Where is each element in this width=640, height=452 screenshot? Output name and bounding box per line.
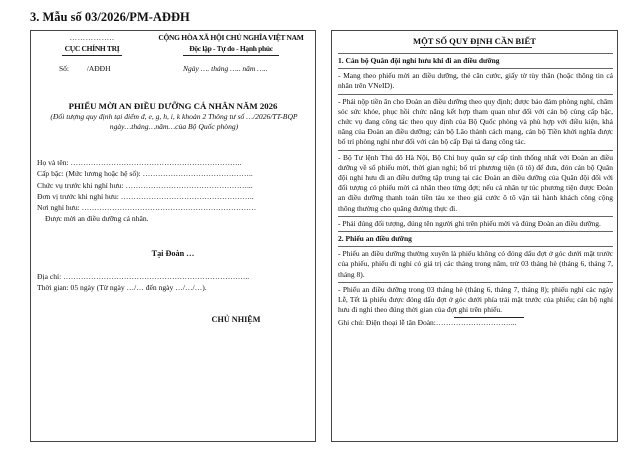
personal-fields: [37, 157, 311, 225]
section-1-title: 1. Cán bộ Quân đội nghỉ hưu khi đi an điều dưỡng: [338, 56, 500, 65]
agency-name: CỤC CHÍNH TRỊ: [64, 43, 120, 53]
document-number: Số: /AĐĐH: [59, 64, 111, 73]
regulations-body: [338, 51, 613, 331]
field-position: Chức vụ trước khi nghỉ hưu: …………………………………………...: [37, 180, 253, 190]
agency-underline: [62, 55, 122, 56]
field-rank: Cấp bậc: (Mức lương hoặc hệ số): ……………………………………..: [37, 169, 253, 179]
document-date: Ngày …. tháng ….. năm …..: [183, 64, 268, 73]
field-full-name: Họ và tên: …………………………………………………………..: [37, 158, 242, 167]
country-name: CỘNG HÒA XÃ HỘI CHỦ NGHĨA VIỆT NAM: [158, 33, 304, 42]
section-2-paragraph: - Phiếu an điều dưỡng trong 03 tháng hè (tháng 6, tháng 7, tháng 8); phiếu nghỉ các ngày Lễ, Tết là phiếu được đóng dấu đợt ở góc dưới phía trái mặt trước của phiếu; cán bộ nghỉ hưu đi nghỉ theo đúng thời gian của đợt ghi trên phiếu.: [338, 284, 613, 315]
field-retirement-place: Nơi nghỉ hưu: ……………………………………………………………: [37, 203, 257, 213]
invitation-form-panel: [30, 30, 316, 442]
page-heading: 3. Mẫu số 03/2026/PM-AĐĐH: [30, 10, 190, 24]
form-subtitle: (Đối tượng quy định tại điểm đ, e, g, h, i, k khoản 2 Thông tư số …/2026/TT-BQP ngày…tháng…năm…của Bộ Quốc phòng): [50, 112, 298, 131]
regulations-panel: [331, 30, 618, 442]
section-2-title: 2. Phiếu an điều dưỡng: [338, 234, 412, 244]
section-2-paragraph: - Phiếu an điều dưỡng thường xuyên là phiếu không có đóng dấu đợt ở góc dưới mặt trước của phiếu, phiếu đi nghỉ có giá trị các tháng trong năm, trừ 03 tháng hè (tháng 6, tháng 7, tháng 8).: [338, 249, 613, 279]
separator-line: [338, 246, 613, 247]
at-delegation-heading: Tại Đoàn …: [151, 249, 195, 258]
separator-line: [338, 150, 613, 151]
section-1-paragraph: - Phải đúng đối tượng, đúng tên người ghi trên phiếu mời và đúng Đoàn an điều dưỡng.: [338, 218, 601, 228]
address-time-block: [37, 271, 311, 294]
section-1-paragraph: - Bộ Tư lệnh Thủ đô Hà Nội, Bộ Chỉ huy quân sự cấp tỉnh thống nhất với Đoàn an điều dưỡng về số phiếu mời, thời gian nghỉ; bố trí phương tiện (ô tô) để đưa, đón cán bộ Quân đội nghỉ hưu đi an điều dưỡng tập trung tại các Đoàn an điều dưỡng của Quân đội đối với đối tượng có phiếu mời cá nhân theo từng đợt; nếu cá nhân tự túc phương tiện được Đoàn an điều dưỡng thanh toán tiền tàu xe theo giá cước ô tô vận tải hành khách công cộng thông thường cho quãng đường thực đi.: [338, 152, 613, 213]
separator-line: [338, 53, 613, 54]
separator-line: [338, 216, 613, 217]
field-address: Địa chỉ: ………………………………………………………………..: [37, 272, 250, 281]
director-signature-title: CHỦ NHIỆM: [211, 315, 261, 324]
national-motto: Độc lập - Tự do - Hạnh phúc: [189, 43, 273, 53]
separator-line: [338, 94, 613, 95]
regulations-title: MỘT SỐ QUY ĐỊNH CẦN BIẾT: [413, 36, 536, 46]
field-unit: Đơn vị trước khi nghỉ hưu: ……………………………………………..: [37, 191, 254, 201]
agency-dots: ……………..: [69, 33, 115, 42]
separator-line: [338, 68, 613, 69]
field-duration: Thời gian: 05 ngày (Từ ngày …/… đến ngày …/…/…).: [37, 283, 207, 293]
national-header: [149, 33, 313, 56]
section-1-paragraph: - Mang theo phiếu mời an điều dưỡng, thẻ căn cước, giấy tờ tùy thân (hoặc thông tin cá nhân trên VNeID).: [338, 71, 613, 91]
invitation-statement: Được mời an điều dưỡng cá nhân.: [45, 214, 149, 224]
reception-phone-note: Ghi chú: Điện thoại lễ tân Đoàn:…………………………...: [338, 318, 517, 328]
regulations-title-underline: [420, 47, 532, 48]
agency-header: [37, 33, 147, 56]
separator-line: [338, 231, 613, 232]
motto-underline: [183, 55, 279, 56]
separator-line: [338, 282, 613, 283]
section-1-paragraph: - Phải nộp tiền ăn cho Đoàn an điều dưỡng theo quy định; được bảo đảm phòng nghỉ, chăm sóc sức khỏe, phục hồi chức năng kết hợp tham quan như đối với cán bộ cùng cấp bậc, chức vụ đang công tác theo quy định của Bộ Quốc phòng và phù hợp với điều kiện, khả năng của Đoàn an điều dưỡng; cán bộ Lão thành cách mạng, cán bộ Tiền khởi nghĩa được bố trí phòng nghỉ như đối với cán bộ cấp Đại tá đang công tác.: [338, 96, 613, 147]
form-title: PHIẾU MỜI AN ĐIỀU DƯỠNG CÁ NHÂN NĂM 2026: [68, 101, 278, 111]
